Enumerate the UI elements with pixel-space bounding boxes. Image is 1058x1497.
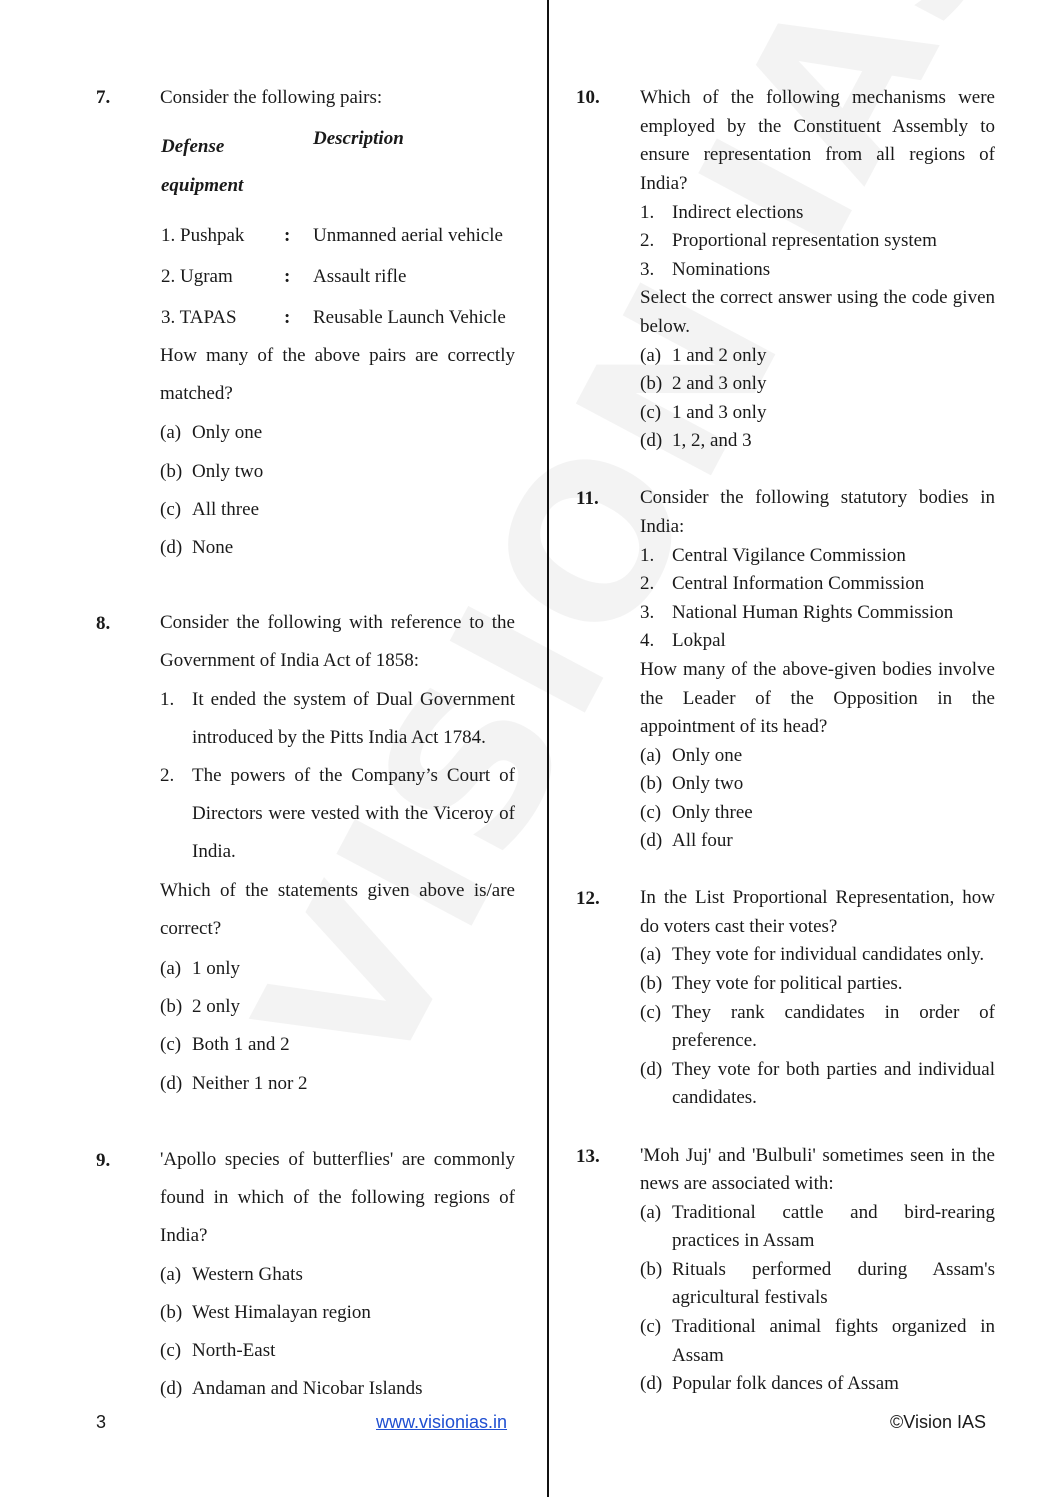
option-a[interactable]	[160, 958, 240, 980]
question-stem: Government of India Act of 1858:	[160, 650, 420, 671]
pair-item: 1. Pushpak	[161, 225, 245, 246]
column-header-equipment: equipment	[161, 175, 244, 196]
question-stem: India?	[640, 173, 688, 194]
question-stem: India?	[160, 1225, 208, 1246]
option-c[interactable]	[640, 399, 766, 428]
statement-text: India.	[192, 841, 236, 862]
option-key: (c)	[160, 1034, 182, 1055]
statement-text: Directors were vested with the Viceroy of	[192, 803, 515, 824]
option-c[interactable]	[640, 799, 753, 828]
item-text: Lokpal	[672, 630, 726, 651]
item-number: 2.	[640, 230, 655, 251]
option-text: practices in Assam	[672, 1230, 815, 1251]
option-c[interactable]	[160, 1340, 275, 1362]
pair-item: 3. TAPAS	[161, 307, 237, 328]
question-stem: India:	[640, 516, 685, 537]
question-stem: Which of the following mechanisms were	[640, 87, 995, 108]
list-item	[640, 570, 924, 599]
option-d[interactable]	[640, 427, 752, 456]
question-stem: 'Apollo species of butterflies' are commonly	[160, 1149, 515, 1170]
option-key: (b)	[640, 973, 663, 994]
website-link[interactable]: www.visionias.in	[376, 1412, 508, 1432]
option-key: (a)	[160, 1264, 182, 1285]
question-stem: Consider the following statutory bodies in	[640, 487, 995, 508]
column-divider	[547, 0, 549, 1497]
option-text: 2 only	[192, 996, 241, 1017]
column-header-defense: Defense	[161, 136, 225, 157]
question-ask: the Leader of the Opposition in the	[640, 688, 995, 709]
option-text: All four	[672, 830, 733, 851]
option-text: 1 and 2 only	[672, 345, 767, 366]
option-key: (d)	[160, 1378, 183, 1399]
option-key: (a)	[160, 958, 182, 979]
item-number: 4.	[640, 630, 655, 651]
question-number: 13.	[576, 1146, 600, 1167]
pair-separator: :	[284, 225, 291, 246]
list-item	[640, 256, 770, 285]
statement-text: introduced by the Pitts India Act 1784.	[192, 727, 486, 748]
copyright: ©Vision IAS	[890, 1412, 986, 1432]
option-b[interactable]	[640, 370, 766, 399]
option-key: (d)	[640, 1373, 663, 1394]
statement-number: 2.	[160, 765, 175, 786]
option-text: Neither 1 nor 2	[192, 1073, 308, 1094]
question-stem: employed by the Constituent Assembly to	[640, 116, 995, 137]
item-text: Nominations	[672, 259, 771, 280]
pair-separator: :	[284, 266, 291, 287]
question-ask: below.	[640, 316, 690, 337]
question-number: 8.	[96, 613, 111, 634]
question-ask: appointment of its head?	[640, 716, 828, 737]
option-key: (b)	[640, 373, 663, 394]
option-a[interactable]	[640, 742, 742, 771]
pair-separator: :	[284, 307, 291, 328]
option-key: (c)	[640, 1316, 662, 1337]
option-key: (c)	[640, 802, 662, 823]
option-key: (c)	[640, 402, 662, 423]
question-stem: Consider the following pairs:	[160, 87, 383, 108]
question-stem: In the List Proportional Representation, how	[640, 887, 995, 908]
question-stem: do voters cast their votes?	[640, 916, 838, 937]
option-text: They rank candidates in order of	[672, 1002, 995, 1023]
option-c[interactable]	[160, 1034, 290, 1056]
option-key: (c)	[160, 1340, 182, 1361]
pair-item: 2. Ugram	[161, 266, 233, 287]
list-item	[640, 627, 726, 656]
statement-text: It ended the system of Dual Government	[192, 689, 515, 710]
option-d[interactable]	[160, 1073, 308, 1095]
option-key: (d)	[640, 830, 663, 851]
option-key: (d)	[640, 1059, 663, 1080]
option-a[interactable]	[160, 422, 262, 444]
option-key: (a)	[160, 422, 182, 443]
statement-text: The powers of the Company’s Court of	[192, 765, 515, 786]
option-b[interactable]	[160, 996, 240, 1018]
question-ask: matched?	[160, 383, 233, 404]
option-text: 1 and 3 only	[672, 402, 767, 423]
column-header-description: Description	[313, 128, 404, 149]
option-text: Both 1 and 2	[192, 1034, 290, 1055]
option-key: (a)	[640, 1202, 662, 1223]
option-text: preference.	[672, 1030, 757, 1051]
question-ask: Which of the statements given above is/are	[160, 880, 515, 901]
option-key: (b)	[640, 1259, 663, 1280]
item-text: Proportional representation system	[672, 230, 937, 251]
option-key: (b)	[160, 461, 183, 482]
option-key: (c)	[160, 499, 182, 520]
question-stem: 'Moh Juj' and 'Bulbuli' sometimes seen in the	[640, 1145, 995, 1166]
option-text: All three	[192, 499, 260, 520]
pair-description: Assault rifle	[313, 266, 407, 287]
option-d[interactable]	[160, 1378, 423, 1400]
item-number: 1.	[640, 545, 655, 566]
question-number: 11.	[576, 488, 599, 509]
option-text: Only two	[672, 773, 744, 794]
option-text: candidates.	[672, 1087, 757, 1108]
option-text: They vote for individual candidates only.	[672, 944, 985, 965]
option-key: (d)	[160, 537, 183, 558]
option-key: (d)	[160, 1073, 183, 1094]
page-number: 3	[96, 1412, 107, 1432]
list-item	[640, 227, 937, 256]
option-text: Only three	[672, 802, 753, 823]
question-ask: correct?	[160, 918, 222, 939]
option-text: Western Ghats	[192, 1264, 303, 1285]
list-item	[640, 199, 803, 228]
option-key: (c)	[640, 1002, 662, 1023]
question-stem: found in which of the following regions of	[160, 1187, 515, 1208]
list-item	[640, 542, 906, 571]
item-text: Central Vigilance Commission	[672, 545, 906, 566]
statement-number: 1.	[160, 689, 175, 710]
pair-description: Reusable Launch Vehicle	[313, 307, 506, 328]
question-stem: Consider the following with reference to the	[160, 612, 515, 633]
pair-description: Unmanned aerial vehicle	[313, 225, 503, 246]
option-text: agricultural festivals	[672, 1287, 828, 1308]
option-text: Only one	[672, 745, 743, 766]
option-text: They vote for political parties.	[672, 973, 903, 994]
list-item	[640, 599, 953, 628]
option-b[interactable]	[640, 770, 743, 799]
option-text: Popular folk dances of Assam	[672, 1373, 899, 1394]
option-key: (b)	[640, 773, 663, 794]
option-d[interactable]	[640, 827, 733, 856]
option-text: Only one	[192, 422, 263, 443]
item-number: 1.	[640, 202, 655, 223]
item-text: Indirect elections	[672, 202, 804, 223]
option-c[interactable]	[160, 499, 259, 521]
option-key: (b)	[160, 996, 183, 1017]
option-text: Traditional animal fights organized in	[672, 1316, 995, 1337]
option-key: (a)	[640, 745, 662, 766]
option-a[interactable]	[160, 1264, 303, 1286]
option-text: North-East	[192, 1340, 276, 1361]
option-text: They vote for both parties and individual	[672, 1059, 995, 1080]
item-number: 3.	[640, 259, 655, 280]
question-ask: How many of the above pairs are correctly	[160, 345, 515, 366]
option-b[interactable]	[160, 1302, 371, 1324]
question-ask: How many of the above-given bodies involve	[640, 659, 995, 680]
option-a[interactable]	[640, 342, 766, 371]
option-key: (a)	[640, 944, 662, 965]
option-text: 1, 2, and 3	[672, 430, 752, 451]
option-key: (a)	[640, 345, 662, 366]
question-number: 9.	[96, 1150, 111, 1171]
option-text: Only two	[192, 461, 264, 482]
option-text: 2 and 3 only	[672, 373, 767, 394]
option-text: None	[192, 537, 234, 558]
option-key: (b)	[160, 1302, 183, 1323]
item-number: 2.	[640, 573, 655, 594]
question-number: 7.	[96, 87, 111, 108]
option-text: West Himalayan region	[192, 1302, 371, 1323]
option-text: Rituals performed during Assam's	[672, 1259, 995, 1280]
option-b[interactable]	[160, 461, 263, 483]
item-number: 3.	[640, 602, 655, 623]
option-key: (d)	[640, 430, 663, 451]
question-number: 10.	[576, 87, 600, 108]
question-ask: Select the correct answer using the code given	[640, 287, 995, 308]
question-stem: ensure representation from all regions of	[640, 144, 995, 165]
option-text: Andaman and Nicobar Islands	[192, 1378, 423, 1399]
option-text: 1 only	[192, 958, 241, 979]
question-number: 12.	[576, 888, 600, 909]
option-text: Assam	[672, 1345, 724, 1366]
item-text: National Human Rights Commission	[672, 602, 954, 623]
question-stem: news are associated with:	[640, 1173, 834, 1194]
item-text: Central Information Commission	[672, 573, 925, 594]
option-text: Traditional cattle and bird-rearing	[672, 1202, 995, 1223]
option-d[interactable]	[160, 537, 233, 559]
